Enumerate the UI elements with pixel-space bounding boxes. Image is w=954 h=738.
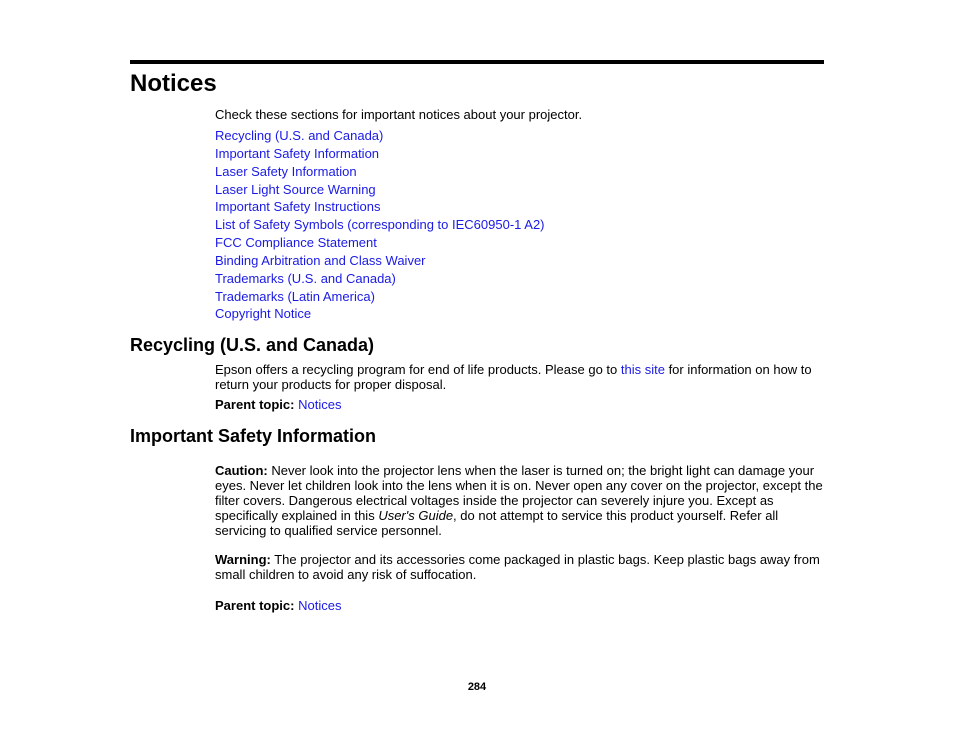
recycling-text-before: Epson offers a recycling program for end of life products. Please go to (215, 362, 621, 377)
warning-text: The projector and its accessories come packaged in plastic bags. Keep plastic bags away from small children to avoid any risk of suffocation. (215, 552, 820, 582)
warning-label: Warning: (215, 552, 271, 567)
toc-link-recycling[interactable]: Recycling (U.S. and Canada) (215, 128, 384, 143)
toc-link-safety-symbols[interactable]: List of Safety Symbols (corresponding to IEC60950-1 A2) (215, 217, 545, 233)
toc-item (215, 270, 545, 288)
parent-topic-notices-link[interactable]: Notices (298, 397, 342, 412)
toc-item (215, 305, 545, 323)
toc-link-laser-safety-information[interactable]: Laser Safety Information (215, 163, 357, 179)
page-title: Notices (130, 70, 217, 97)
toc-item (215, 181, 545, 199)
warning-paragraph (215, 552, 825, 582)
toc-link-laser-light-source-warning[interactable]: Laser Light Source Warning (215, 181, 376, 197)
toc-link-trademarks-latin-america[interactable]: Trademarks (Latin America) (215, 288, 375, 304)
notices-toc-list (215, 127, 545, 323)
toc-link-binding-arbitration[interactable]: Binding Arbitration and Class Waiver (215, 252, 426, 268)
parent-topic-label: Parent topic: (215, 598, 295, 613)
recycling-heading: Recycling (U.S. and Canada) (130, 335, 375, 355)
caution-paragraph (215, 463, 825, 538)
intro-text: Check these sections for important notices about your projector. (215, 107, 583, 122)
toc-item (215, 252, 545, 270)
safety-heading: Important Safety Information (130, 426, 377, 446)
toc-item (215, 127, 545, 145)
parent-topic-notices-link[interactable]: Notices (298, 598, 342, 613)
recycling-parent-topic (215, 397, 825, 412)
caution-text-2: , do not attempt to service this product yourself. Refer all servicing to qualified service personnel. (215, 508, 779, 538)
toc-link-fcc-compliance[interactable]: FCC Compliance Statement (215, 235, 377, 251)
toc-link-copyright-notice[interactable]: Copyright Notice (215, 306, 312, 322)
recycling-text-after: for information on how to return your products for proper disposal. (215, 362, 812, 392)
caution-label: Caution: (215, 463, 268, 478)
title-rule (130, 60, 824, 64)
toc-item (215, 234, 545, 252)
safety-parent-topic (215, 598, 825, 613)
toc-item (215, 288, 545, 306)
users-guide-title: User's Guide (378, 508, 454, 523)
toc-link-trademarks-us-canada[interactable]: Trademarks (U.S. and Canada) (215, 270, 396, 286)
this-site-link[interactable]: this site (620, 362, 665, 377)
toc-link-important-safety-information[interactable]: Important Safety Information (215, 145, 380, 161)
recycling-paragraph (215, 362, 825, 392)
toc-item (215, 163, 545, 181)
toc-item (215, 216, 545, 234)
toc-link-important-safety-instructions[interactable]: Important Safety Instructions (215, 199, 381, 215)
parent-topic-label: Parent topic: (215, 397, 295, 412)
caution-text-1: Never look into the projector lens when the laser is turned on; the bright light can damage your eyes. Never let children look into the lens when it is on. Never open any cover on the projector, except the filter covers. Dangerous electrical voltages inside the projector can severely injure you. Except as specifically explained in this (215, 463, 823, 523)
page-number: 284 (467, 681, 487, 693)
toc-item (215, 145, 545, 163)
toc-item (215, 198, 545, 216)
